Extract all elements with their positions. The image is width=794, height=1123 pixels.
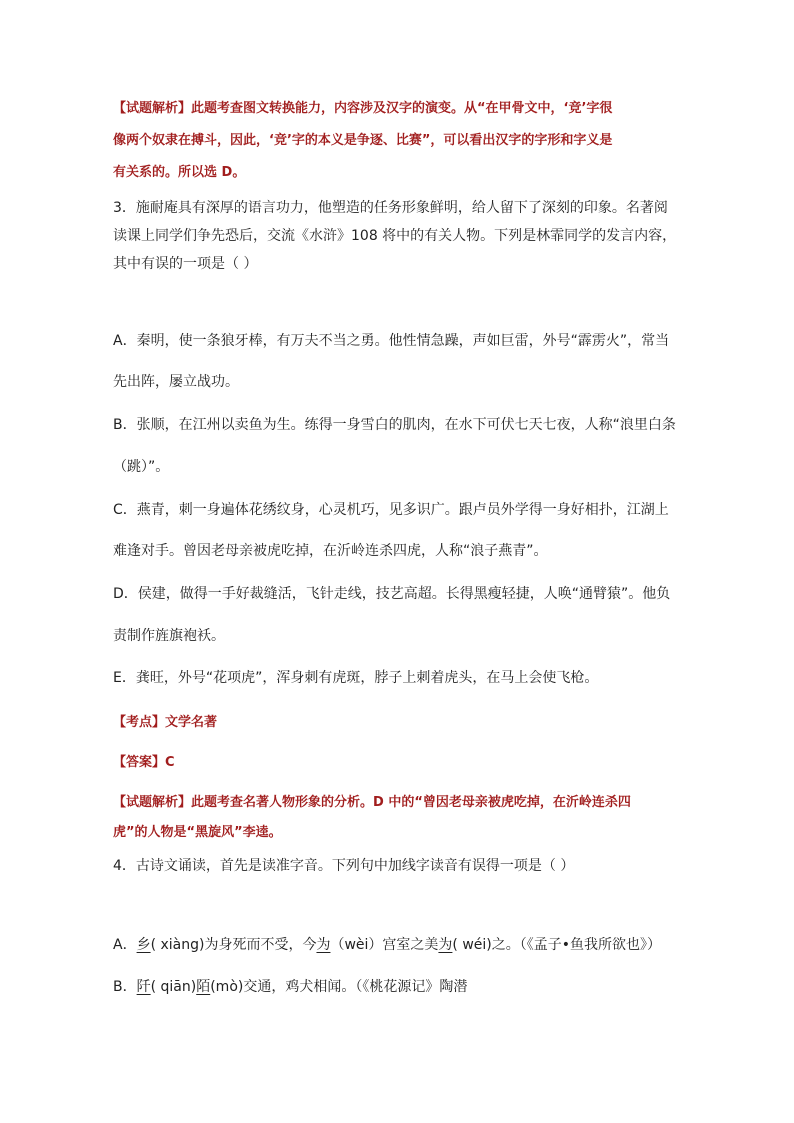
option-d-line-1: D．侯建，做得一手好裁缝活，飞针走线，技艺高超。长得黑瘦轻捷，人唤“通臂猿”。他负	[113, 586, 671, 602]
underlined-char: 乡	[136, 937, 151, 953]
analysis-1-line-1: 【试题解析】此题考查图文转换能力，内容涉及汉字的演变。从“在甲骨文中，‘竞’字很	[113, 101, 613, 116]
analysis-1-line-3: 有关系的。所以选 D。	[113, 165, 246, 180]
option-a-line-2: 先出阵，屡立战功。	[113, 374, 239, 390]
kaodian-text: 文学名著	[165, 715, 218, 730]
kaodian-tag: 【考点】	[113, 715, 166, 730]
analysis-2-line-2: 虎”的人物是“黑旋风”李逵。	[113, 825, 282, 840]
option-a-line-1: A．秦明，使一条狼牙棒，有万夫不当之勇。他性情急躁，声如巨雷，外号“霹雳火”，常当	[113, 333, 670, 349]
underlined-char: 为	[438, 937, 453, 953]
option-b-line-1: B．张顺，在江州以卖鱼为生。练得一身雪白的肌肉，在水下可伏七天七夜，人称“浪里白条	[113, 417, 676, 433]
analysis-tag: 【试题解析】	[113, 795, 192, 810]
question-3-line-1: 3．施耐庵具有深厚的语言功力，他塑造的任务形象鲜明，给人留下了深刻的印象。名著阅	[113, 200, 668, 216]
answer-line	[113, 753, 175, 773]
question-3-line-3: 其中有误的一项是（ ）	[113, 256, 258, 272]
option-e-line-1: E．龚旺，外号“花项虎”，浑身刺有虎斑，脖子上刺着虎头，在马上会使飞枪。	[113, 670, 599, 686]
answer-text: C	[165, 755, 175, 770]
option-d-line-2: 责制作旌旗袍袄。	[113, 628, 225, 644]
question-3-line-2: 读课上同学们争先恐后，交流《水浒》108 将中的有关人物。下列是林霏同学的发言内容，	[113, 228, 677, 244]
kaodian-line	[113, 713, 217, 733]
option-c-line-1: C．燕青，刺一身遍体花绣纹身，心灵机巧，见多识广。跟卢员外学得一身好相扑，江湖上	[113, 502, 669, 518]
underlined-char: 阡	[136, 979, 151, 995]
underlined-char: 为	[316, 937, 331, 953]
q4-option-a: A．乡( xiàng)为身死而不受，今为（wèi）宫室之美为( wéi)之。（《孟子•鱼我所欲也》）	[113, 937, 662, 953]
option-b-line-2: （跳）”。	[113, 459, 170, 475]
underlined-char: 陌	[196, 979, 211, 995]
analysis-1-line-2: 像两个奴隶在搏斗，因此，‘竞’字的本义是争逐、比赛”，可以看出汉字的字形和字义是	[113, 133, 613, 148]
analysis-tag: 【试题解析】	[113, 101, 192, 116]
option-c-line-2: 难逢对手。曾因老母亲被虎吃掉，在沂岭连杀四虎，人称“浪子燕青”。	[113, 543, 548, 559]
answer-tag: 【答案】	[113, 755, 166, 770]
analysis-2-line-1: 【试题解析】此题考查名著人物形象的分析。D 中的“曾因老母亲被虎吃掉，在沂岭连杀四	[113, 795, 631, 810]
question-4-line-1: 4．古诗文诵读，首先是读准字音。下列句中加线字读音有误得一项是（ ）	[113, 858, 575, 874]
q4-option-b: B．阡( qiān)陌(mò)交通，鸡犬相闻。（《桃花源记》陶潜	[113, 979, 468, 995]
